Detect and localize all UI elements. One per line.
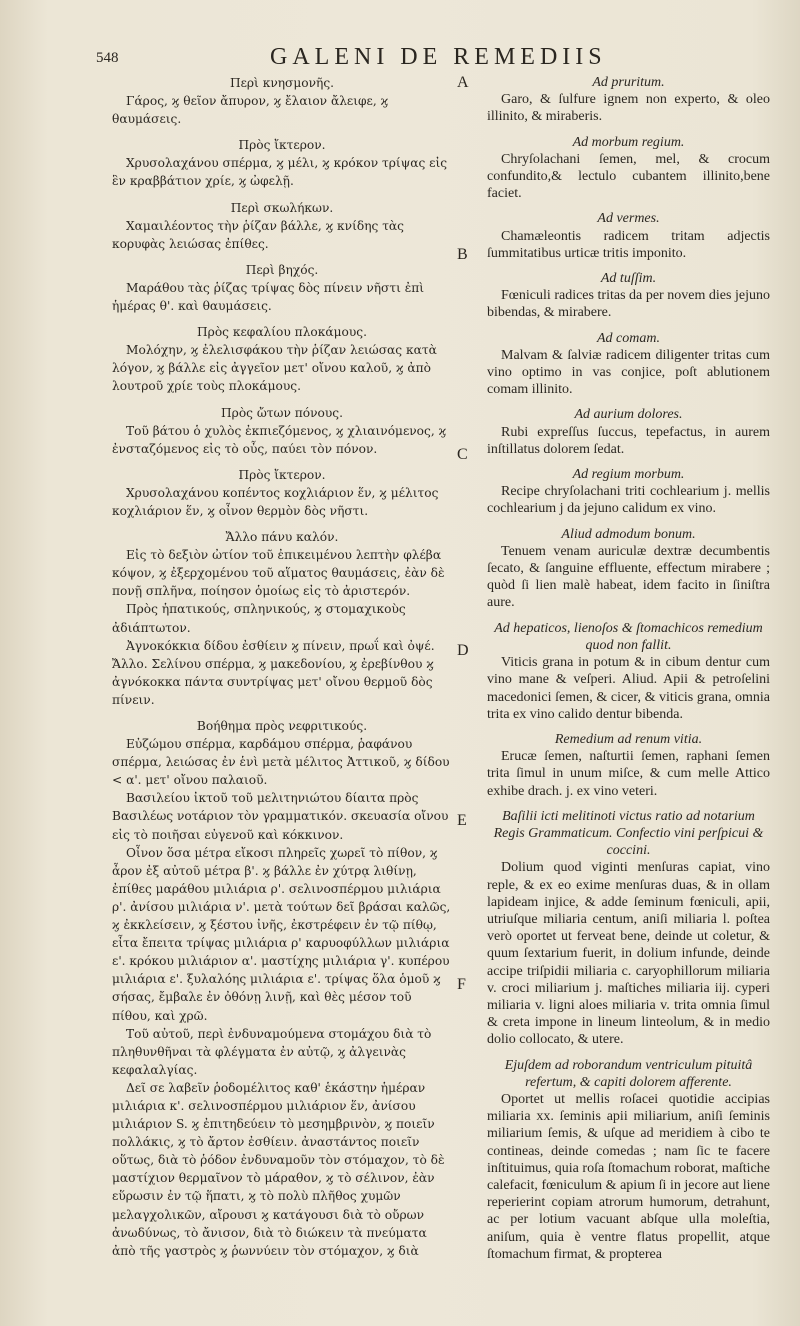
margin-letter-b: B	[457, 246, 468, 263]
section-spacer	[112, 709, 452, 717]
paragraph: Τοῦ βάτου ὁ χυλὸς ἐκπιεζόμενος, ϗ χλιαινόμενος, ϗ ἐνσταζόμενος εἰς τὸ οὖς, παύει τὸν πόνον.	[112, 423, 447, 456]
section-heading: Ad pruritum.	[592, 75, 665, 90]
section-spacer	[487, 126, 770, 134]
paragraph: Erucæ ſemen, naſturtii ſemen, raphani ſemen trita ſimul in unum miſce, & cum melle Attico exhibe drach. j. ex vino veteri.	[487, 749, 770, 799]
section-spacer	[487, 723, 770, 731]
section-spacer	[112, 396, 452, 404]
section-spacer	[487, 800, 770, 808]
section-heading: Ad hepaticos, lienoſos & ſtomachicos remedium quod non fallit.	[494, 620, 763, 653]
paragraph: Οἶνον ὅσα μέτρα εἴκοσι πληρεῖς χωρεῖ τὸ πίθον, ϗ ἆρον ἐξ αὐτοῦ μέτρα β'. ϗ βάλλε ἐν χύτρᾳ λιθίνῃ, ἐπίθες μαράθου μιλιάρια ρ'. σελινοσπέρμου μιλιάρια ρ'. ἀνίσου μιλιάρια ν'. μετὰ τούτων δεῖ βράσαι καλῶς, ϗ ἐκκλείσειν, ϗ ξέστου ἰνῆς, ἐκστρέφειν ἐν τῷ πίθῳ, εἶτα ἔπειτα τρίψας μιλιάρια ρ' καρυοφύλλων μιλιάρια ε'. κρόκου μιλιάριον α'. μαστίχης μιλιάρια γ'. κυπέρου μιλιάρια ε'. ξυλαλόης μιλιάρια ε'. τρίψας ὅλα ὁμοῦ ϗ σήσας, ἔμβαλε ἐν ὀθόνῃ λινῇ, καὶ θὲς μέσον τοῦ πίθου, καὶ χρῶ.	[112, 845, 451, 1023]
page-number: 548	[96, 50, 119, 66]
paragraph: Εὐζώμου σπέρμα, καρδάμου σπέρμα, ῥαφάνου σπέρμα, λειώσας ἐν ἑνὶ μετὰ μέλιτος Ἀττικοῦ, ϗ δίδου < α'. μετ' οἴνου παλαιοῦ.	[112, 737, 450, 788]
latin-column	[487, 74, 770, 1263]
section-heading: Ad regium morbum.	[572, 467, 685, 483]
paragraph: Garo, & ſulfure ignem non experto, & oleo illinito, & miraberis.	[487, 92, 770, 125]
section-spacer	[112, 253, 452, 261]
section-heading: Πρὸς ὤτων πόνους.	[221, 405, 343, 420]
section-heading: Περὶ σκωλήκων.	[230, 200, 334, 215]
section-heading: Ad vermes.	[597, 211, 660, 227]
section-heading: Ejuſdem ad roborandum ventriculum pituitâ refertum, & capiti dolorem afferente.	[504, 1057, 753, 1090]
section-heading: Baſilii icti melitinoti victus ratio ad notarium Regis Grammaticum. Confectio vini perſpicui & coccini.	[493, 808, 764, 859]
paragraph: Fœniculi radices tritas da per novem dies jejuno bibendas, & mirabere.	[487, 288, 770, 321]
paragraph: Dolium quod viginti menſuras capiat, vino reple, & ex eo exime menſuras duas, & in ollam lapideam injice, & adde ſeminum fœniculi, apii, utriuſque miliaria centum, aniſi miliaria l. poſtea verò oportet ut ferveat bene, deinde ut coletur, & quum ſextarium fuerit, in dolium infunde, deinde accipe triſpidii miliaria c. caryophillorum miliaria v. croci miliarium j. maſtiches miliaria iij. cyperi miliaria v. ligni aloes miliaria v. trita omnia ſimul & creta impone in lineum linteolum, & in medio dolio collocato, & utere.	[487, 860, 770, 1048]
paragraph: Rubi expreſſus ſuccus, tepefactus, in aurem inſtillatus dolorem ſedat.	[487, 424, 770, 457]
paragraph: Τοῦ αὐτοῦ, περὶ ἐνδυναμούμενα στομάχου διὰ τὸ πληθυνθῆναι τὰ φλέγματα ἐν αὐτῷ, ϗ ἀλγεινὰς κεφαλαλγίας.	[112, 1026, 432, 1077]
section-heading: Ad tuſſim.	[600, 271, 657, 287]
margin-letter-c: C	[457, 446, 468, 463]
greek-column	[112, 74, 452, 1260]
paragraph: Μολόχην, ϗ ἐλελισφάκου τὴν ῥίζαν λειώσας κατὰ λόγον, ϗ βάλλε εἰς ἀγγεῖον μετ' οἴνου καλοῦ, ϗ ἀπὸ λουτροῦ χρίε τοὺς πλοκάμους.	[112, 343, 437, 394]
paragraph: Γάρος, ϗ θεῖον ἄπυρον, ϗ ἔλαιον ἄλειφε, ϗ θαυμάσεις.	[112, 94, 389, 127]
section-heading: Βοήθημα πρὸς νεφριτικούς.	[196, 719, 368, 733]
paragraph: Chamæleontis radicem tritam adjectis ſummitatibus urticæ tritis imponito.	[487, 228, 770, 261]
section-spacer	[112, 458, 452, 466]
section-spacer	[487, 1049, 770, 1057]
margin-letter-d: D	[457, 642, 469, 659]
section-heading: Πρὸς ἴκτερον.	[238, 138, 326, 153]
paragraph: Tenuem venam auriculæ dextræ decumbentis ſecato, & ſanguine effluente, effectum mirabere ; quòd ſi lien malè habeat, idem facito in ſiniſtra aure.	[487, 543, 770, 611]
section-heading: Ad aurium dolores.	[574, 407, 683, 423]
paragraph: Μαράθου τὰς ῥίζας τρίψας δὸς πίνειν νῆστι ἐπὶ ἡμέρας θ'. καὶ θαυμάσεις.	[112, 280, 425, 314]
paragraph: Χρυσολαχάνου κοπέντος κοχλιάριον ἕν, ϗ μέλιτος κοχλιάριον ἕν, ϗ οἶνον θερμὸν δὸς νῆστι.	[112, 485, 439, 518]
paragraph: Χρυσολαχάνου σπέρμα, ϗ μέλι, ϗ κρόκον τρίψας εἰς ἓν κραββάτιον χρίε, ϗ ὠφελῇ.	[112, 156, 448, 189]
section-spacer	[112, 128, 452, 136]
section-spacer	[487, 202, 770, 210]
paragraph: Δεῖ σε λαβεῖν ῥοδομέλιτος καθ' ἑκάστην ἡμέραν μιλιάρια κ'. σελινοσπέρμου μιλιάριον ἕν, ἀνίσου μιλιάριον S. ϗ ἐπιτηδεύειν τὸ μεσημβρινὸν, ϗ ποιεῖν πολλάκις, ϗ τὸ ἄρτον ἐσθίειν. ἀναστάντος ποιεῖν οὕτως, διὰ τὸ ῥόδον ἐνδυναμοῦν τὸν στόμαχον, τὸ δὲ μαστίχιον θερμαῖνον τὸ μάραθον, ϗ τὸ σέλινον, ἐὰν εὕρωσιν ἐν τῷ ἥπατι, ϗ τὸ πολὺ πλῆθος χυμῶν μελαγχολικῶν, αἴρουσι ϗ κατάγουσι διὰ τὸ οὔρων ἀνωδύνως, τὸ ἄνισον, διὰ τὸ διώκειν τὰ πνεύματα ἀπὸ τῆς γαστρὸς ϗ ῥωννύειν τὸν στόμαχον, ϗ διὰ	[112, 1080, 445, 1258]
section-heading: Πρὸς ἴκτερον.	[238, 467, 326, 482]
paragraph: Χαμαιλέοντος τὴν ῥίζαν βάλλε, ϗ κνίδης τὰς κορυφὰς λειώσας ἐπίθες.	[112, 218, 404, 251]
section-spacer	[112, 520, 452, 528]
section-heading: Περὶ κνησμονῆς.	[229, 76, 335, 90]
paragraph: Oportet ut mellis roſacei quotidie accipias miliaria xx. ſeminis apii miliarium, aniſi ſeminis miliarium ſemis, & uſque ad meridiem à cibo te contineas, deinde comedas ; nam ſic te facere inſtituimus, quia roſa ſtomachum roborat, maſtiche calefacit, fœniculum & apium ſi in jecore aut liene reperierint copiam atrorum humorum, detrahunt, ac per lotium vacuant abſque ulla moleſtia, aniſum, quia è ventre flatus propellit, atque ſtomachum firmat, & propterea	[487, 1091, 770, 1262]
section-spacer	[487, 458, 770, 466]
paragraph: Πρὸς ἡπατικούς, σπληνικούς, ϗ στομαχικοὺς ἀδιάπτωτον.	[112, 602, 406, 635]
section-spacer	[112, 315, 452, 323]
paragraph: Βασιλείου ἰκτοῦ τοῦ μελιτηνιώτου δίαιτα πρὸς Βασιλέως νοτάριον τὸν γραμματικόν. σκευασία οἴνου εἰς τὸ ποιῆσαι εὐγενοῦ καὶ κόκκινον.	[112, 791, 449, 842]
margin-letter-e: E	[457, 812, 467, 829]
section-spacer	[487, 612, 770, 620]
section-heading: Πρὸς κεφαλίου πλοκάμους.	[197, 325, 367, 340]
section-spacer	[112, 191, 452, 199]
paragraph: Malvam & ſalviæ radicem diligenter tritas cum vino optimo in vas conjice, poſt ablutionem comam illinito.	[487, 347, 770, 398]
paragraph: Εἰς τὸ δεξιὸν ὠτίον τοῦ ἐπικειμένου λεπτὴν φλέβα κόψον, ϗ ἐξερχομένου τοῦ αἵματος θαυμάσεις, ἐὰν δὲ πονῇ σπλῆνα, ποίησον ὁμοίως εἰς τὸ ἀριστερόν.	[112, 548, 445, 599]
section-spacer	[487, 518, 770, 526]
margin-letter-a: A	[457, 74, 469, 91]
running-title: GALENI DE REMEDIIS	[270, 44, 607, 70]
section-heading: Ἄλλο πάνυ καλόν.	[225, 530, 339, 545]
margin-letter-f: F	[457, 976, 466, 993]
section-heading: Ad comam.	[597, 330, 660, 346]
section-spacer	[487, 262, 770, 270]
section-heading: Remedium ad renum vitia.	[554, 731, 703, 747]
paragraph: Ἀγνοκόκκια δίδου ἐσθίειν ϗ πίνειν, πρωΐ καὶ ὀψέ. Ἄλλο. Σελίνου σπέρμα, ϗ μακεδονίου, ϗ ἐρεβίνθου ϗ ἀγνόκοκκα πάντα συντρίψας μετ' οἴνου θερμοῦ δὸς πίνειν.	[112, 638, 435, 707]
paragraph: Chryſolachani ſemen, mel, & crocum confundito,& lectulo cubantem illinito,bene faciet.	[487, 151, 770, 202]
paragraph: Viticis grana in potum & in cibum dentur cum vino mane & veſperi. Aliud. Apii & petroſelini macedonici ſemen, & cicer, & viticis grana, omnia trita ex vino calido dentur bibenda.	[487, 655, 770, 722]
section-spacer	[487, 322, 770, 330]
section-heading: Ad morbum regium.	[572, 134, 685, 150]
section-heading: Περὶ βηχός.	[245, 262, 319, 277]
paragraph: Recipe chryſolachani triti cochlearium j. mellis cochlearium j da jejuno calidum ex vino.	[487, 484, 770, 517]
section-heading: Aliud admodum bonum.	[561, 526, 696, 542]
section-spacer	[487, 398, 770, 406]
